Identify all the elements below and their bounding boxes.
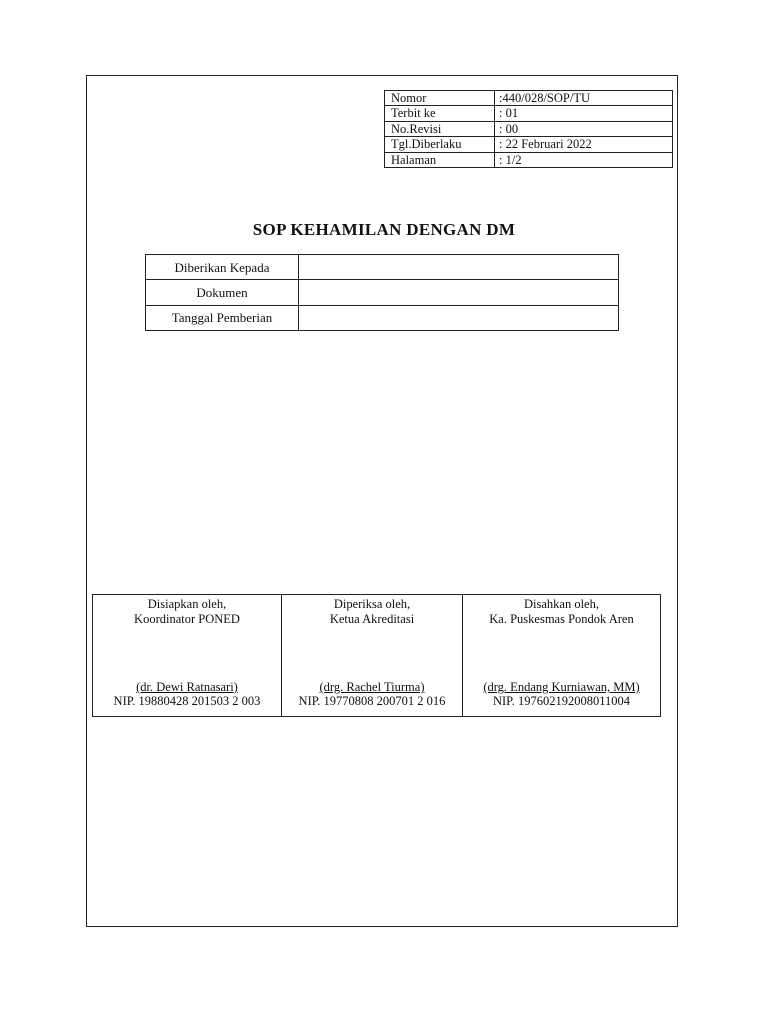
- info-value: : 22 Februari 2022: [495, 137, 673, 152]
- distribution-label: Dokumen: [146, 280, 299, 305]
- info-value: : 00: [495, 121, 673, 136]
- distribution-label: Tanggal Pemberian: [146, 305, 299, 330]
- info-label: Terbit ke: [385, 106, 495, 121]
- signature-role: Diperiksa oleh,: [333, 597, 411, 611]
- signature-name: (drg. Endang Kurniawan, MM): [483, 680, 640, 694]
- signature-nip: NIP. 19770808 200701 2 016: [298, 694, 446, 708]
- signature-approved: [463, 595, 661, 717]
- info-row-revisi: [385, 121, 673, 136]
- distribution-value: [299, 305, 619, 330]
- signature-name: (dr. Dewi Ratnasari): [136, 680, 238, 694]
- distribution-table: [145, 254, 619, 331]
- info-label: Tgl.Diberlaku: [385, 137, 495, 152]
- info-label: Nomor: [385, 91, 495, 106]
- document-info-table: [384, 90, 673, 168]
- info-label: Halaman: [385, 152, 495, 167]
- info-value: : 01: [495, 106, 673, 121]
- distribution-row: [146, 255, 619, 280]
- distribution-row: [146, 280, 619, 305]
- page-frame: [86, 75, 678, 927]
- signature-position: Ka. Puskesmas Pondok Aren: [489, 612, 634, 626]
- info-value: : 1/2: [495, 152, 673, 167]
- signature-nip: NIP. 197602192008011004: [492, 694, 631, 708]
- info-row-terbit: [385, 106, 673, 121]
- signature-role: Disahkan oleh,: [524, 597, 599, 611]
- info-row-nomor: [385, 91, 673, 106]
- signature-reviewed: [282, 595, 463, 717]
- distribution-row: [146, 305, 619, 330]
- signature-role: Disiapkan oleh,: [147, 597, 227, 611]
- signature-position: Koordinator PONED: [134, 612, 240, 626]
- info-row-tgl: [385, 137, 673, 152]
- distribution-value: [299, 255, 619, 280]
- info-label: No.Revisi: [385, 121, 495, 136]
- signature-table: [92, 594, 661, 717]
- distribution-value: [299, 280, 619, 305]
- signature-prepared: [93, 595, 282, 717]
- document-title: SOP KEHAMILAN DENGAN DM: [252, 220, 516, 239]
- distribution-label: Diberikan Kepada: [146, 255, 299, 280]
- signature-position: Ketua Akreditasi: [329, 612, 415, 626]
- info-row-halaman: [385, 152, 673, 167]
- signature-name: (drg. Rachel Tiurma): [319, 680, 425, 694]
- info-value: :440/028/SOP/TU: [495, 91, 673, 106]
- signature-nip: NIP. 19880428 201503 2 003: [113, 694, 261, 708]
- signature-row: [93, 595, 661, 717]
